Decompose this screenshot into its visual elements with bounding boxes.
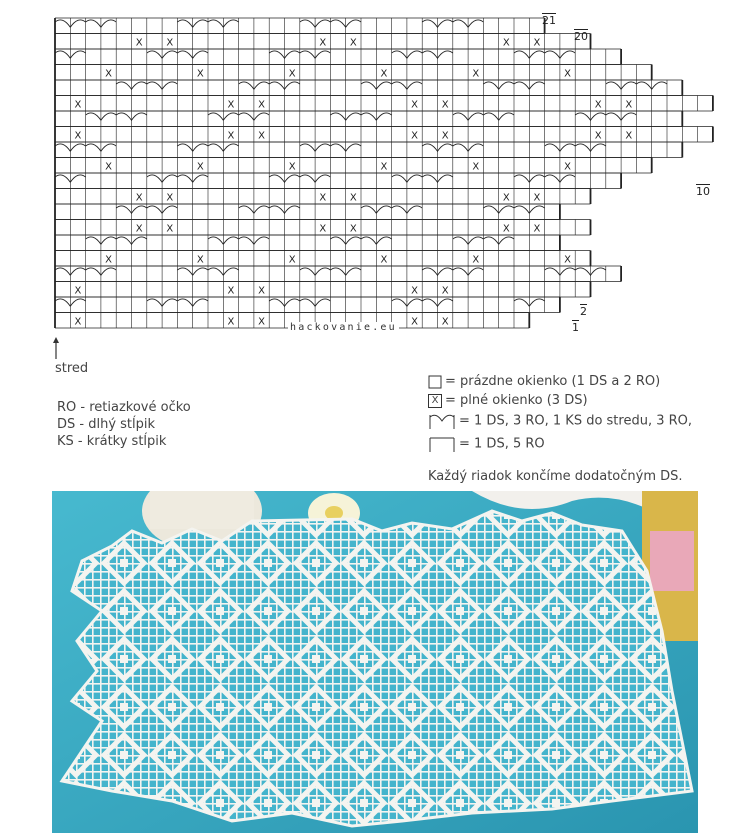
svg-text:X: X: [227, 130, 235, 142]
doily: [62, 511, 692, 826]
svg-text:X: X: [196, 68, 204, 80]
svg-text:X: X: [258, 130, 265, 142]
center-arrow-icon: [52, 337, 60, 359]
legend-empty: [428, 374, 660, 390]
svg-text:X: X: [349, 192, 357, 204]
svg-text:X: X: [533, 37, 541, 49]
svg-text:X: X: [105, 68, 112, 80]
legend-arc-text: = 1 DS, 3 RO, 1 KS do stredu, 3 RO,: [459, 413, 693, 429]
svg-text:X: X: [441, 285, 449, 297]
svg-text:X: X: [227, 285, 235, 297]
svg-text:X: X: [411, 130, 418, 142]
empty-square-icon: [428, 375, 442, 389]
svg-text:X: X: [625, 99, 633, 111]
svg-text:X: X: [411, 285, 418, 297]
svg-text:X: X: [258, 316, 265, 328]
svg-text:X: X: [135, 192, 143, 204]
svg-text:X: X: [441, 99, 449, 111]
svg-text:X: X: [288, 161, 296, 173]
svg-text:X: X: [74, 99, 82, 111]
svg-text:X: X: [502, 192, 510, 204]
doily-photo: [52, 491, 698, 833]
crochet-chart: [0, 0, 748, 385]
svg-text:X: X: [564, 161, 571, 173]
svg-text:X: X: [319, 192, 327, 204]
svg-text:X: X: [135, 223, 143, 235]
svg-text:X: X: [380, 68, 388, 80]
row-label-10: 10: [696, 185, 710, 198]
filled-cells: [75, 37, 633, 327]
svg-text:X: X: [166, 37, 174, 49]
svg-text:X: X: [564, 68, 571, 80]
svg-text:X: X: [258, 99, 265, 111]
legend-bar-text: = 1 DS, 5 RO: [459, 436, 545, 452]
watermark-text: hackovanie.eu: [290, 322, 397, 333]
svg-text:X: X: [196, 254, 204, 266]
svg-text:X: X: [472, 68, 480, 80]
svg-text:X: X: [227, 316, 235, 328]
svg-text:X: X: [411, 316, 418, 328]
svg-text:X: X: [533, 223, 541, 235]
row-label-21: 21: [542, 14, 556, 27]
full-square-icon: [428, 394, 442, 408]
svg-text:X: X: [105, 254, 112, 266]
svg-text:X: X: [319, 223, 327, 235]
abbr-ds: DS - dlhý stĺpik: [57, 417, 156, 432]
row-label-1: 1: [572, 321, 579, 334]
svg-text:X: X: [380, 254, 388, 266]
svg-text:X: X: [594, 99, 602, 111]
svg-text:X: X: [227, 99, 235, 111]
legend-empty-text: = prázdne okienko (1 DS a 2 RO): [445, 374, 661, 389]
chart-grid: [0, 0, 748, 340]
svg-text:X: X: [411, 99, 418, 111]
svg-text:X: X: [594, 130, 602, 142]
svg-text:X: X: [472, 254, 480, 266]
svg-text:X: X: [319, 37, 327, 49]
svg-text:X: X: [533, 192, 541, 204]
svg-text:X: X: [105, 161, 112, 173]
svg-text:X: X: [74, 285, 82, 297]
arc-icon: [428, 413, 456, 429]
center-label: stred: [55, 361, 89, 376]
legend-full: [428, 393, 588, 409]
svg-text:X: X: [258, 285, 265, 297]
svg-text:X: X: [502, 37, 510, 49]
svg-text:X: X: [349, 223, 357, 235]
row-label-20: 20: [574, 30, 588, 43]
bar-icon: [428, 436, 456, 452]
svg-text:X: X: [441, 130, 449, 142]
grid-lines: [55, 18, 713, 328]
svg-text:X: X: [472, 161, 480, 173]
svg-text:X: X: [288, 68, 296, 80]
svg-text:X: X: [74, 316, 82, 328]
full-square-symbol: X: [431, 394, 439, 406]
svg-text:X: X: [349, 37, 357, 49]
abbr-ro: RO - retiazkové očko: [57, 400, 191, 415]
svg-text:X: X: [564, 254, 571, 266]
svg-text:X: X: [441, 316, 449, 328]
abbr-ks: KS - krátky stĺpik: [57, 434, 167, 449]
svg-text:X: X: [502, 223, 510, 235]
legend-arc: [428, 413, 692, 430]
svg-text:X: X: [196, 161, 204, 173]
svg-text:X: X: [74, 130, 82, 142]
legend-full-text: = plné okienko (3 DS): [445, 393, 588, 408]
svg-text:X: X: [625, 130, 633, 142]
svg-text:X: X: [135, 37, 143, 49]
svg-text:X: X: [380, 161, 388, 173]
instruction-note: Každý riadok končíme dodatočným DS.: [428, 469, 683, 484]
svg-text:X: X: [166, 223, 174, 235]
svg-text:X: X: [288, 254, 296, 266]
svg-text:X: X: [166, 192, 174, 204]
legend-bar: [428, 436, 545, 453]
row-label-2: 2: [580, 305, 587, 318]
